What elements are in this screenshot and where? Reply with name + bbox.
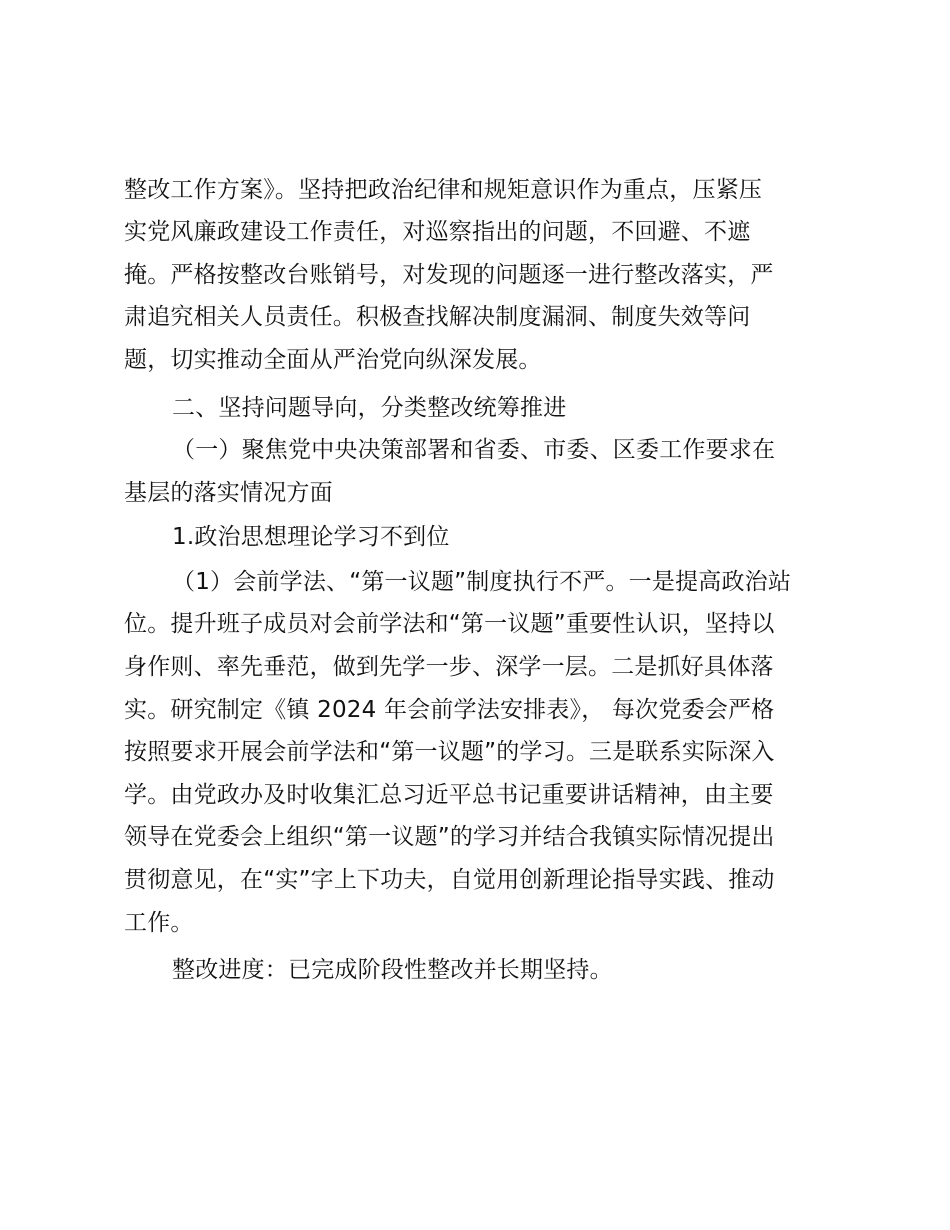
paragraph-line: 按照要求开展会前学法和“第一议题”的学习。三是联系实际深入 [124, 739, 775, 765]
item-heading: 1.政治思想理论学习不到位 [172, 524, 450, 550]
paragraph-line: 工作。 [124, 910, 194, 936]
paragraph-line: 领导在党委会上组织“第一议题”的学习并结合我镇实际情况提出 [124, 824, 775, 850]
paragraph-line: （1）会前学法、“第一议题”制度执行不严。一是提高政治站 [172, 569, 792, 595]
subsection-heading-continued: 基层的落实情况方面 [124, 480, 333, 506]
paragraph-line: 学。由党政办及时收集汇总习近平总书记重要讲话精神，由主要 [124, 782, 774, 808]
paragraph-line: 实党风廉政建设工作责任，对巡察指出的问题，不回避、不遮 [124, 219, 751, 245]
subsection-heading: （一）聚焦党中央决策部署和省委、市委、区委工作要求在 [172, 437, 776, 463]
paragraph-line: 位。提升班子成员对会前学法和“第一议题”重要性认识，坚持以 [124, 611, 775, 637]
paragraph-line: 题，切实推动全面从严治党向纵深发展。 [124, 347, 542, 373]
paragraph-line: 贯彻意见，在“实”字上下功夫，自觉用创新理论指导实践、推动 [124, 867, 775, 893]
paragraph-line: 整改工作方案》。坚持把政治纪律和规矩意识作为重点，压紧压 [124, 177, 763, 203]
section-heading: 二、坚持问题导向，分类整改统筹推进 [172, 395, 567, 421]
paragraph-line: 掩。严格按整改台账销号，对发现的问题逐一进行整改落实，严 [124, 262, 774, 288]
paragraph-line: 实。研究制定《镇 2024 年会前学法安排表》， 每次党委会严格 [124, 697, 775, 723]
paragraph-line: 肃追究相关人员责任。积极查找解决制度漏洞、制度失效等问 [124, 304, 751, 330]
progress-status-line: 整改进度：已完成阶段性整改并长期坚持。 [172, 957, 613, 983]
paragraph-line: 身作则、率先垂范，做到先学一步、深学一层。二是抓好具体落 [124, 654, 774, 680]
